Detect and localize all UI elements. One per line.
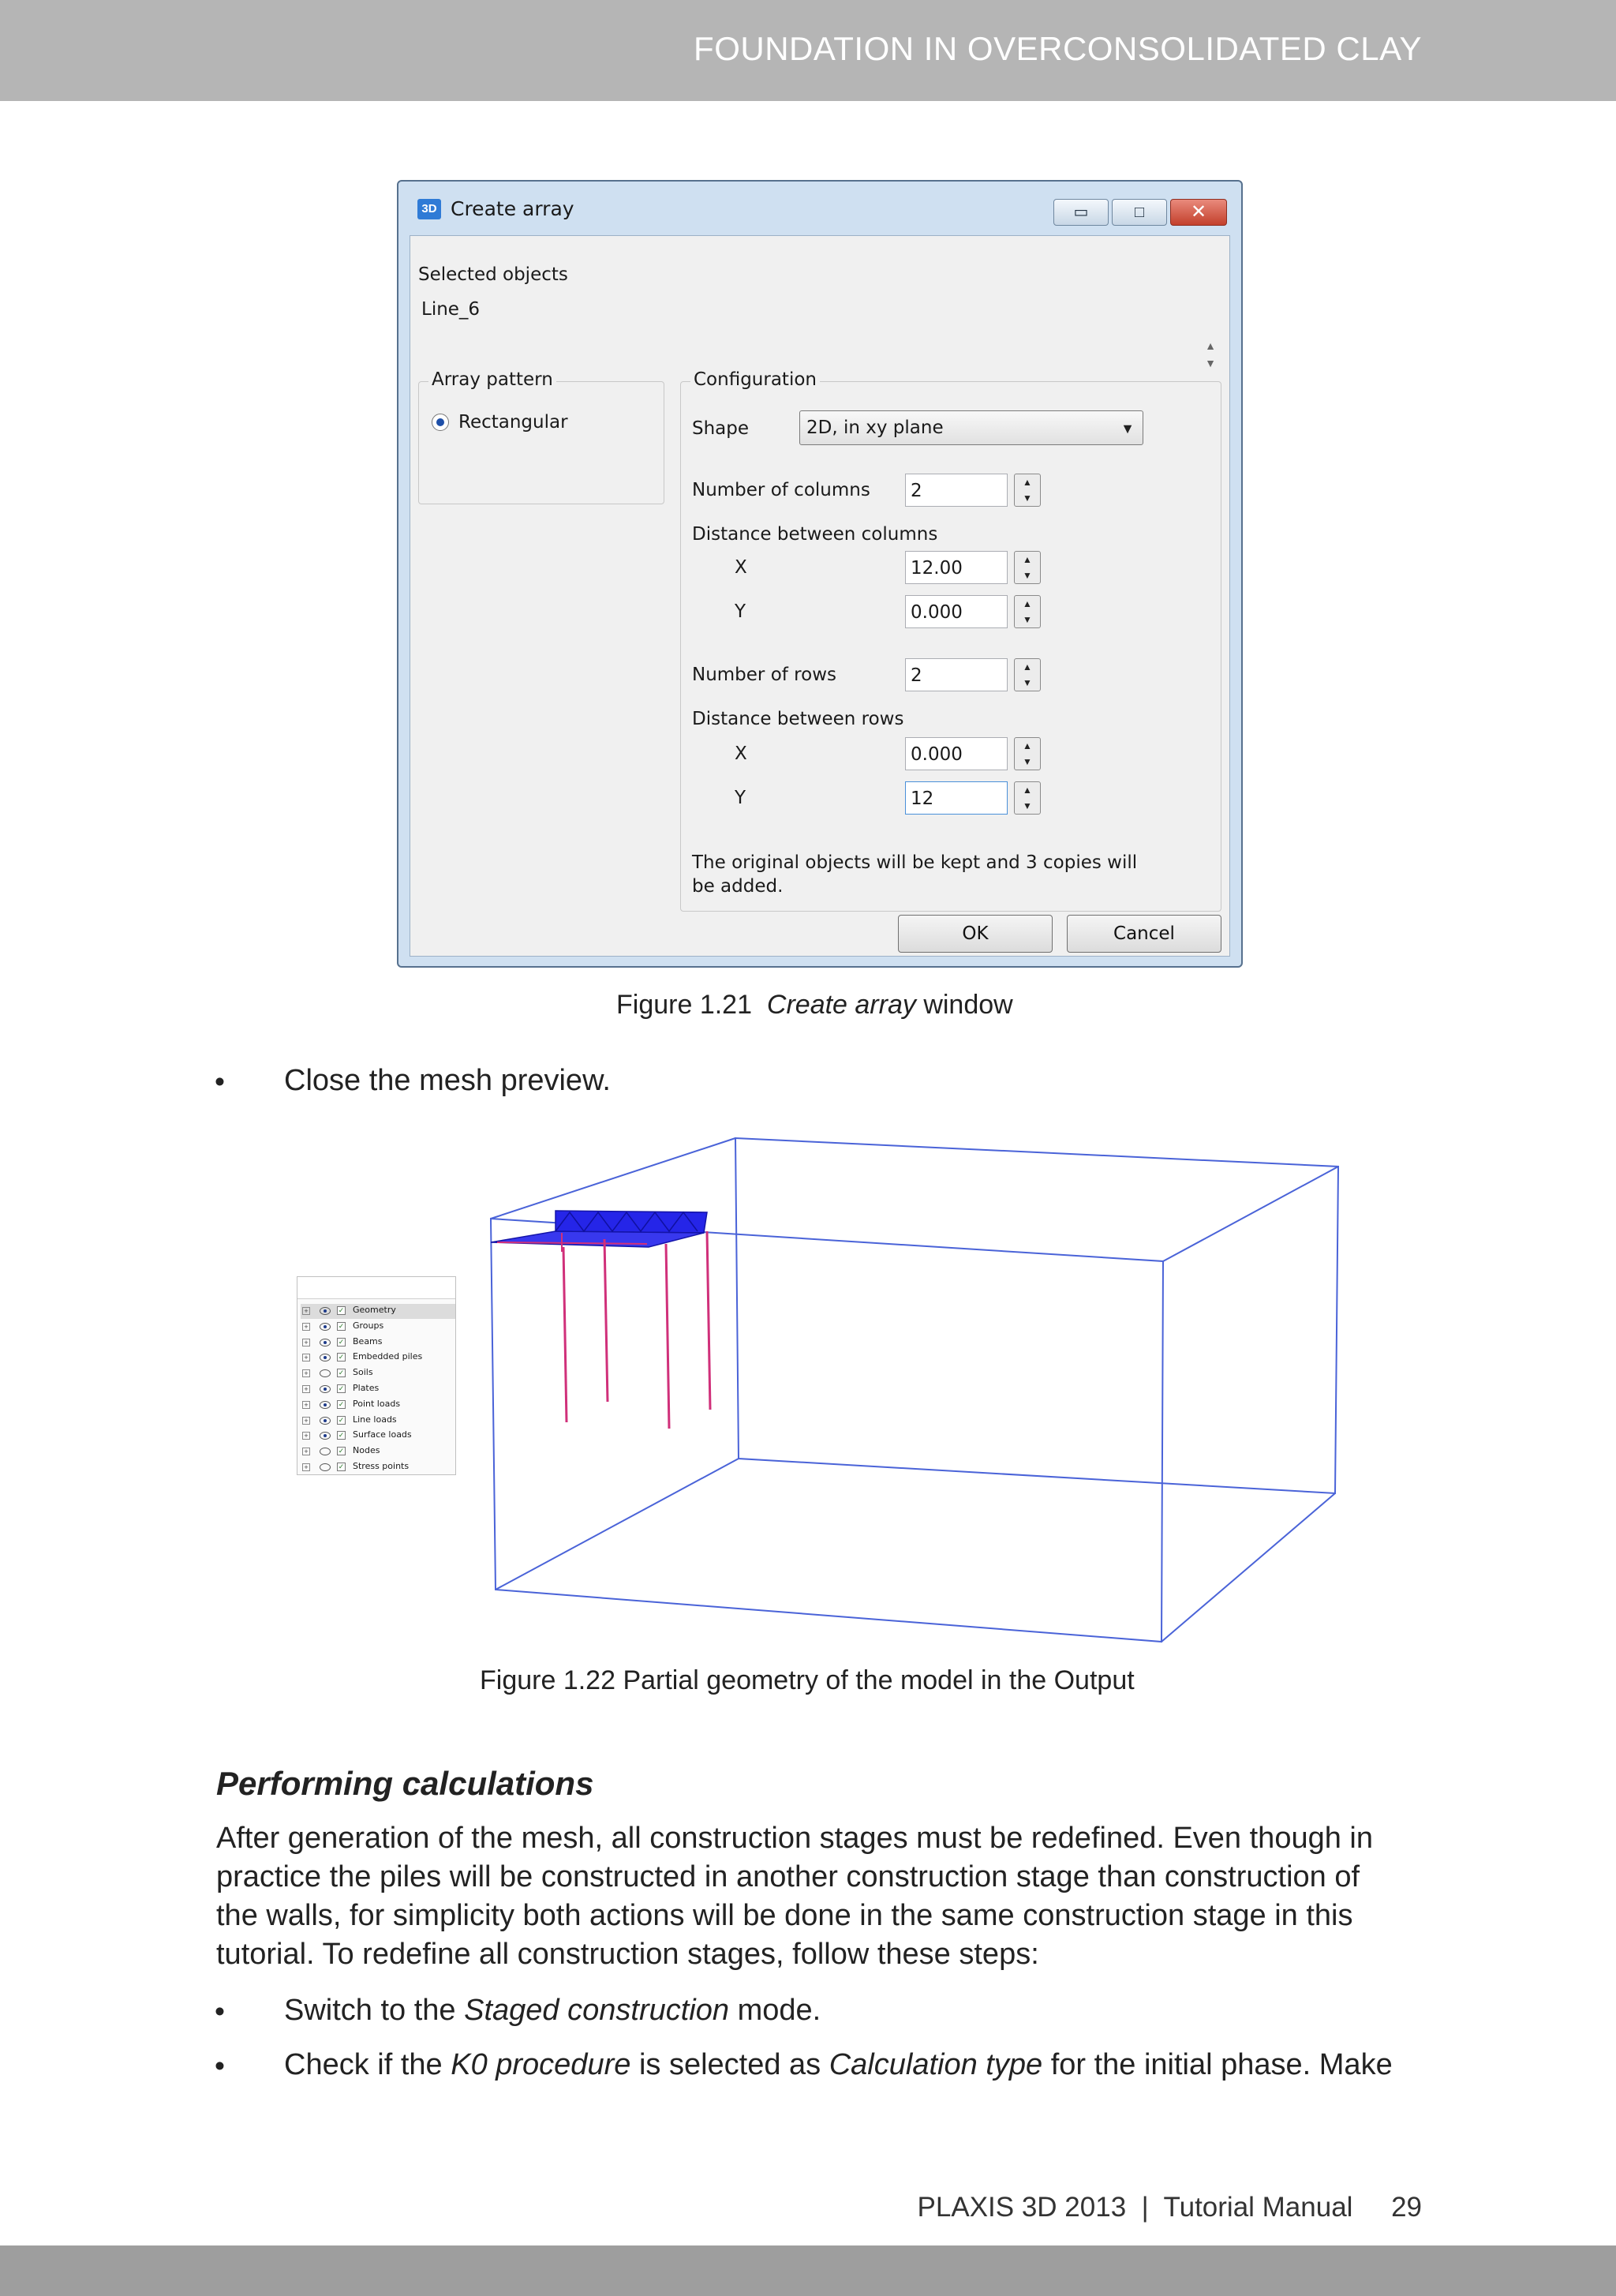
model-explorer-item-label: Line loads xyxy=(353,1414,397,1425)
expand-icon[interactable]: + xyxy=(302,1307,310,1315)
info-text-line1: The original objects will be kept and 3 copies will xyxy=(692,852,1138,873)
plate-group xyxy=(491,1211,707,1252)
bullet-marker: • xyxy=(215,1066,225,1098)
expand-icon[interactable]: + xyxy=(302,1463,310,1471)
model-explorer-item-label: Point loads xyxy=(353,1398,401,1409)
model-explorer-item-label: Geometry xyxy=(353,1305,396,1315)
scroll-up-icon[interactable]: ▲ xyxy=(1205,339,1216,352)
create-array-dialog xyxy=(397,180,1243,968)
dialog-titlebar[interactable] xyxy=(398,182,1241,234)
checkbox-icon[interactable]: ✓ xyxy=(338,1415,345,1424)
paragraph-line: tutorial. To redefine all construction stages, follow these steps: xyxy=(216,1938,1039,1971)
visibility-eye-icon[interactable] xyxy=(320,1448,331,1455)
checkbox-icon[interactable]: ✓ xyxy=(338,1369,345,1377)
array-pattern-group xyxy=(418,369,664,504)
figure-1-21-caption: Figure 1.21 Create array window xyxy=(616,990,1013,1020)
rows-y-input[interactable]: 12 xyxy=(905,781,1008,815)
model-explorer-item-label: Embedded piles xyxy=(353,1351,423,1362)
cancel-button[interactable]: Cancel xyxy=(1067,915,1221,953)
paragraph-line: practice the piles will be constructed in another construction stage than construction of xyxy=(216,1860,1360,1893)
model-explorer-item-label: Groups xyxy=(353,1320,384,1331)
spin-up-icon: ▲ xyxy=(1023,740,1032,751)
spin-down-icon: ▼ xyxy=(1023,614,1032,625)
checkbox-icon[interactable]: ✓ xyxy=(338,1321,345,1330)
rows-y-label: Y xyxy=(735,788,746,808)
model-explorer-item[interactable] xyxy=(301,1429,455,1444)
checkbox-icon[interactable]: ✓ xyxy=(338,1384,345,1392)
spin-up-icon: ▲ xyxy=(1023,598,1032,609)
columns-x-input[interactable]: 12.00 xyxy=(905,551,1008,584)
visibility-eye-icon[interactable] xyxy=(320,1385,331,1393)
scroll-down-icon[interactable]: ▼ xyxy=(1205,357,1216,369)
bullet-marker: • xyxy=(215,2050,225,2082)
selected-objects-label: Selected objects xyxy=(418,264,568,285)
model-explorer-item-label: Nodes xyxy=(353,1445,380,1456)
spin-down-icon: ▼ xyxy=(1023,800,1032,811)
columns-y-input[interactable]: 0.000 xyxy=(905,595,1008,628)
rectangular-label[interactable]: Rectangular xyxy=(458,412,568,433)
rows-x-spinner[interactable] xyxy=(1014,737,1041,770)
model-explorer-item[interactable] xyxy=(301,1444,455,1459)
checkbox-icon[interactable]: ✓ xyxy=(338,1337,345,1346)
pile-4 xyxy=(707,1231,710,1410)
spin-up-icon: ▲ xyxy=(1023,554,1032,565)
model-explorer-item[interactable] xyxy=(301,1320,455,1335)
visibility-eye-icon[interactable] xyxy=(320,1307,331,1315)
shape-dropdown[interactable] xyxy=(799,410,1143,445)
bullet-close-mesh: Close the mesh preview. xyxy=(284,1064,611,1097)
visibility-eye-icon[interactable] xyxy=(320,1339,331,1347)
model-geometry-view[interactable] xyxy=(473,1129,1357,1657)
spin-down-icon: ▼ xyxy=(1023,493,1032,504)
distance-rows-label: Distance between rows xyxy=(692,709,904,729)
visibility-eye-icon[interactable] xyxy=(320,1401,331,1409)
expand-icon[interactable]: + xyxy=(302,1432,310,1440)
section-heading: Performing calculations xyxy=(216,1765,594,1802)
app-3d-icon: 3D xyxy=(417,199,441,219)
visibility-eye-icon[interactable] xyxy=(320,1354,331,1361)
checkbox-icon[interactable]: ✓ xyxy=(338,1399,345,1408)
columns-x-label: X xyxy=(735,557,747,578)
page-footer-band xyxy=(0,2245,1616,2296)
minimize-icon: ▭ xyxy=(1073,204,1089,221)
columns-y-label: Y xyxy=(735,601,746,622)
number-of-columns-spinner[interactable] xyxy=(1014,474,1041,507)
rows-x-input[interactable]: 0.000 xyxy=(905,737,1008,770)
box-back-face xyxy=(735,1138,1338,1493)
paragraph-line: the walls, for simplicity both actions will be done in the same construction stage in this xyxy=(216,1899,1353,1932)
expand-icon[interactable]: + xyxy=(302,1369,310,1377)
rows-y-spinner[interactable] xyxy=(1014,781,1041,815)
model-explorer-item-label: Stress points xyxy=(353,1461,410,1471)
model-explorer-panel xyxy=(297,1276,456,1475)
spin-up-icon: ▲ xyxy=(1023,785,1032,796)
spin-down-icon: ▼ xyxy=(1023,677,1032,688)
page-footer: PLAXIS 3D 2013 | Tutorial Manual 29 xyxy=(917,2192,1422,2223)
spin-down-icon: ▼ xyxy=(1023,756,1032,767)
number-of-rows-input[interactable]: 2 xyxy=(905,658,1008,691)
expand-icon[interactable]: + xyxy=(302,1323,310,1331)
selected-objects-scrollbar[interactable] xyxy=(1202,337,1219,375)
model-explorer-item[interactable] xyxy=(301,1304,455,1319)
distance-columns-label: Distance between columns xyxy=(692,524,938,545)
model-explorer-item-label: Plates xyxy=(353,1383,380,1393)
paragraph-line: After generation of the mesh, all construction stages must be redefined. Even though in xyxy=(216,1822,1373,1855)
expand-icon[interactable]: + xyxy=(302,1417,310,1425)
box-front-face xyxy=(491,1219,1163,1642)
box-edge-top-right xyxy=(1163,1167,1338,1261)
columns-x-spinner[interactable] xyxy=(1014,551,1041,584)
bullet-k0-procedure: Check if the K0 procedure is selected as Calculation type for the initial phase. Make xyxy=(284,2048,1393,2081)
maximize-icon: □ xyxy=(1134,204,1145,221)
rows-x-label: X xyxy=(735,743,747,764)
shape-label: Shape xyxy=(692,418,750,439)
model-explorer-item-label: Surface loads xyxy=(353,1429,412,1440)
bullet-staged-construction: Switch to the Staged construction mode. xyxy=(284,1994,821,2027)
checkbox-icon[interactable]: ✓ xyxy=(338,1463,345,1470)
number-of-columns-label: Number of columns xyxy=(692,480,870,500)
shape-value: 2D, in xy plane xyxy=(806,418,944,438)
model-explorer-item[interactable] xyxy=(301,1382,455,1397)
plate-front xyxy=(491,1231,704,1247)
dialog-body xyxy=(410,235,1230,957)
columns-y-spinner[interactable] xyxy=(1014,595,1041,628)
expand-icon[interactable]: + xyxy=(302,1448,310,1455)
box-edge-bottom-right xyxy=(1162,1493,1335,1642)
box-edge-top-left xyxy=(491,1138,735,1219)
dialog-title: Create array xyxy=(451,197,574,220)
visibility-eye-icon[interactable] xyxy=(320,1432,331,1440)
minimize-button[interactable] xyxy=(1053,199,1109,226)
maximize-button[interactable] xyxy=(1112,199,1167,226)
info-text-line2: be added. xyxy=(692,876,784,897)
model-explorer-item[interactable] xyxy=(301,1335,455,1350)
model-explorer-item[interactable] xyxy=(301,1350,455,1365)
model-explorer-item[interactable] xyxy=(301,1366,455,1381)
model-explorer-item[interactable] xyxy=(301,1460,455,1475)
model-explorer-item-label: Soils xyxy=(353,1367,373,1378)
spin-up-icon: ▲ xyxy=(1023,477,1032,488)
rectangular-radio[interactable] xyxy=(432,414,449,431)
checkbox-icon[interactable]: ✓ xyxy=(338,1431,345,1440)
configuration-group xyxy=(680,369,1221,912)
checkbox-icon[interactable]: ✓ xyxy=(338,1353,345,1361)
close-icon: ✕ xyxy=(1190,201,1207,223)
pile-3 xyxy=(666,1244,669,1429)
checkbox-icon[interactable]: ✓ xyxy=(338,1306,345,1314)
visibility-eye-icon[interactable] xyxy=(320,1463,331,1471)
number-of-rows-label: Number of rows xyxy=(692,665,837,685)
expand-icon[interactable]: + xyxy=(302,1339,310,1347)
expand-icon[interactable]: + xyxy=(302,1385,310,1393)
visibility-eye-icon[interactable] xyxy=(320,1323,331,1331)
visibility-eye-icon[interactable] xyxy=(320,1369,331,1377)
figure-1-22-caption: Figure 1.22 Partial geometry of the model in the Output xyxy=(480,1665,1135,1695)
number-of-rows-spinner[interactable] xyxy=(1014,658,1041,691)
bullet-marker: • xyxy=(215,1995,225,2028)
spin-up-icon: ▲ xyxy=(1023,661,1032,672)
pile-1 xyxy=(563,1247,567,1422)
expand-icon[interactable]: + xyxy=(302,1401,310,1409)
model-explorer-item[interactable] xyxy=(301,1414,455,1429)
model-explorer-header xyxy=(297,1277,455,1299)
model-explorer-item[interactable] xyxy=(301,1398,455,1413)
box-edge-bottom-left xyxy=(496,1459,739,1590)
running-header: FOUNDATION IN OVERCONSOLIDATED CLAY xyxy=(694,30,1422,67)
spin-down-icon: ▼ xyxy=(1023,570,1032,581)
number-of-columns-input[interactable]: 2 xyxy=(905,474,1008,507)
close-button[interactable] xyxy=(1170,199,1227,226)
chevron-down-icon: ▼ xyxy=(1120,421,1135,436)
checkbox-icon[interactable]: ✓ xyxy=(338,1447,345,1455)
pile-2 xyxy=(604,1239,608,1402)
ok-button[interactable]: OK xyxy=(898,915,1053,953)
selected-object-item[interactable]: Line_6 xyxy=(421,299,481,320)
expand-icon[interactable]: + xyxy=(302,1354,310,1361)
array-pattern-label: Array pattern xyxy=(428,369,556,390)
configuration-label: Configuration xyxy=(690,369,820,390)
visibility-eye-icon[interactable] xyxy=(320,1417,331,1425)
model-explorer-item-label: Beams xyxy=(353,1335,383,1347)
